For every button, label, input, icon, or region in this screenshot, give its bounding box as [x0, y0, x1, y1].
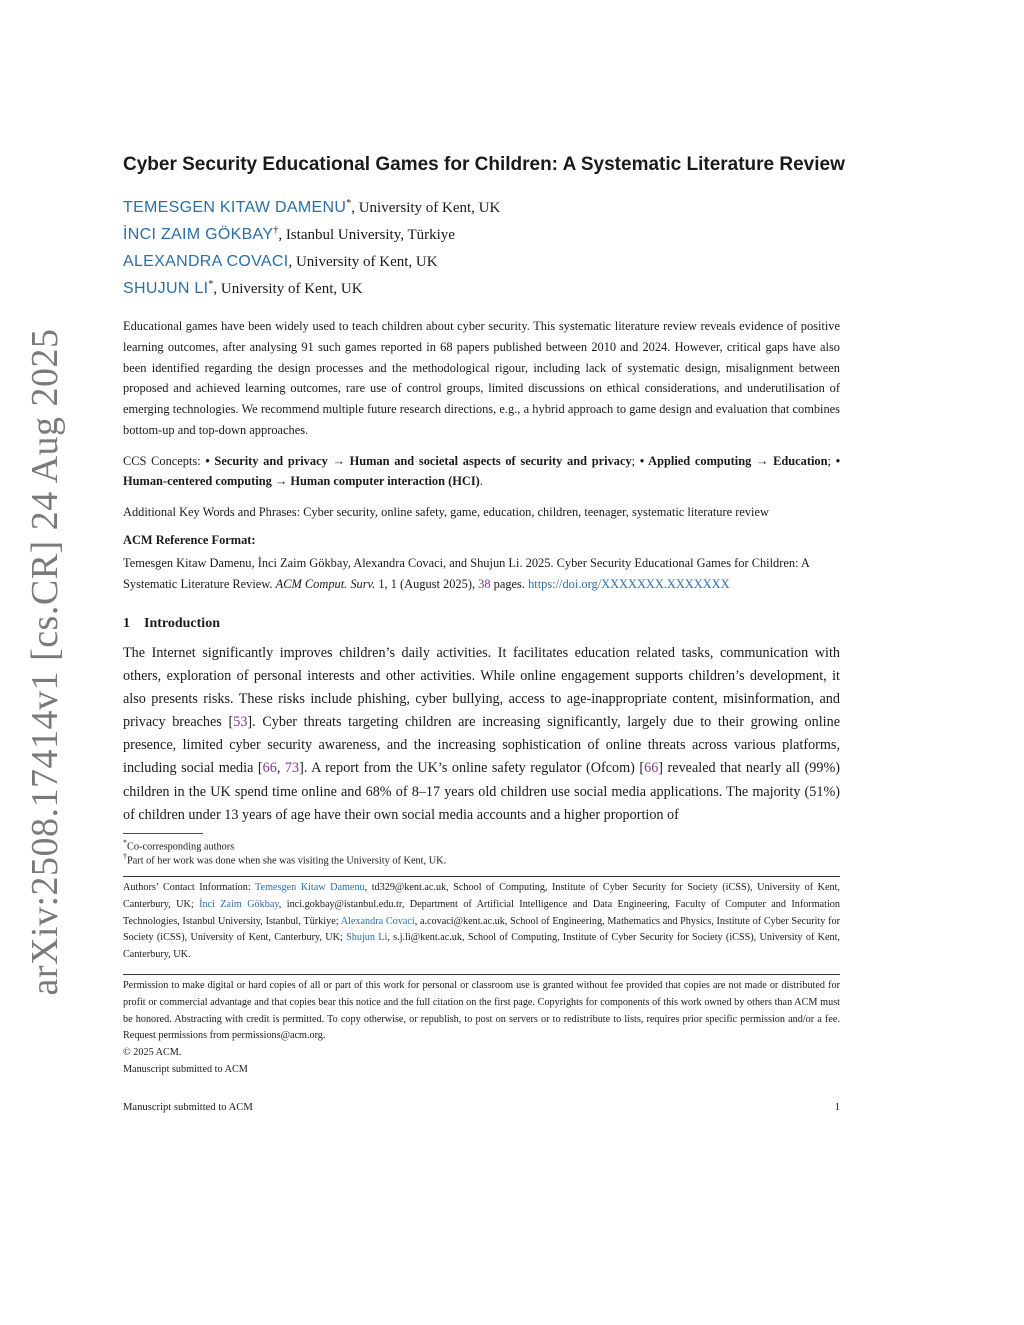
footnote-text: Part of her work was done when she was visiting the University of Kent, UK. — [127, 855, 447, 867]
footer-text: Manuscript submitted to ACM — [123, 1102, 253, 1113]
divider — [123, 876, 840, 877]
author-line — [123, 225, 455, 244]
reference-text: pages. — [490, 577, 529, 591]
author-name-link[interactable]: TEMESGEN KITAW DAMENU — [123, 199, 347, 216]
author-mark: * — [346, 198, 352, 209]
abstract: Educational games have been widely used to teach children about cyber security. This systematic literature review reveals evidence of positive learning outcomes, after analysing 91 such games reported in 68 papers published between 2010 and 2024. However, critical gaps have also been identified regarding the design processes and the methodological rigour, including lack of systematic design, misalignment between proposed and achieved learning outcomes, rare use of control groups, limited discussions on ethical considerations, and underutilisation of emerging technologies. We recommend multiple future research directions, e.g., a hybrid approach to game design and evaluation that combines bottom-up and top-down approaches. — [123, 319, 840, 437]
section-number: 1 — [123, 616, 130, 631]
authors-contact-information — [123, 880, 840, 964]
reference-text: 1, 1 (August 2025), — [375, 577, 479, 591]
author-affiliation: , University of Kent, UK — [213, 281, 363, 297]
ccs-concept: • Human-centered computing → Human computer interaction (HCI) — [123, 454, 841, 488]
author-name-link[interactable]: SHUJUN LI — [123, 280, 209, 297]
divider — [123, 974, 840, 975]
keywords: Additional Key Words and Phrases: Cyber security, online safety, game, education, children, teenager, systematic literature review — [123, 505, 769, 519]
footnote — [123, 852, 446, 866]
contact-lead: Authors’ Contact Information: — [123, 882, 256, 893]
manuscript-note: Manuscript submitted to ACM — [123, 1064, 248, 1075]
author-line — [123, 279, 363, 298]
citation-link[interactable]: 53 — [233, 714, 248, 731]
ccs-label: CCS Concepts: — [123, 454, 206, 468]
author-mark: * — [208, 279, 214, 290]
reference-text: Temesgen Kitaw Damenu, İnci Zaim Gökbay, Alexandra Covaci, and Shujun Li. 2025. Cyber Security Educational Games for Children: A Systematic Literature Review. — [123, 556, 810, 591]
footnote-mark: * — [123, 838, 127, 847]
page-footer — [123, 1102, 840, 1113]
doi-link[interactable]: https://doi.org/XXXXXXX.XXXXXXX — [528, 577, 730, 591]
contact-details: , inci.gokbay@istanbul.edu.tr, Department of Artificial Intelligence and Data Engineering, Faculty of Computer and Information Technologies, Istanbul University, Istanbul, Türkiye; — [123, 898, 840, 927]
footnote — [123, 838, 234, 852]
author-mark: † — [273, 225, 279, 236]
intro-text: The Internet significantly improves children’s daily activities. It facilitates education related tasks, communication with others, exploration of personal interests and other activities. While online engagement supports children’s development, it also presents risks. These risks include phishing, cyber bullying, access to age-inappropriate content, misinformation, and privacy breaches [ — [123, 645, 840, 731]
reference-heading: ACM Reference Format: — [123, 533, 256, 547]
permission-notice: Permission to make digital or hard copies of all or part of this work for personal or classroom use is granted without fee provided that copies are not made or distributed for profit or commercial advantage and that copies bear this notice and the full citation on the first page. Copyrights for components of this work owned by others than ACM must be honored. Abstracting with credit is permitted. To copy otherwise, or republish, to post on servers or to redistribute to lists, requires prior specific permission and/or a fee. Request permissions from permissions@acm.org. — [123, 980, 840, 1042]
paper-title: Cyber Security Educational Games for Children: A Systematic Literature Review — [123, 154, 845, 175]
contact-details: , s.j.li@kent.ac.uk, School of Computing, Institute of Cyber Security for Society (iCSS), University of Kent, Canterbury, UK. — [123, 932, 840, 961]
reference-journal: ACM Comput. Surv. — [275, 577, 376, 591]
arxiv-stamp: arXiv:2508.17414v1 [cs.CR] 24 Aug 2025 — [24, 328, 66, 996]
introduction-paragraph — [123, 642, 840, 827]
ccs-separator: ; — [631, 454, 640, 468]
footnote-text: Co-corresponding authors — [127, 841, 235, 853]
intro-text: ]. A report from the UK’s online safety regulator (Ofcom) [ — [299, 760, 645, 777]
page-number: 1 — [834, 1102, 840, 1113]
author-contact-link[interactable]: Shujun Li — [346, 932, 388, 944]
ccs-concepts — [123, 451, 840, 491]
footnote-mark: † — [123, 852, 127, 861]
author-line — [123, 252, 438, 271]
ccs-concept: • Applied computing → Education — [639, 454, 828, 468]
intro-text: ] revealed that nearly all (99%) children in the UK spend time online and 68% of 8–17 years old children use social media applications. The majority (51%) of children under 13 years of age have their own social media accounts and a higher proportion of — [123, 760, 841, 823]
page-count-link[interactable]: 38 — [478, 577, 491, 591]
author-affiliation: , Istanbul University, Türkiye — [278, 227, 455, 243]
author-contact-link[interactable]: İnci Zaim Gökbay — [199, 898, 279, 910]
contact-details: , td329@kent.ac.uk, School of Computing, Institute of Cyber Security for Society (iCSS), University of Kent, Canterbury, UK; — [123, 882, 840, 910]
author-line — [123, 198, 500, 217]
author-affiliation: , University of Kent, UK — [288, 254, 438, 270]
contact-details: , a.covaci@kent.ac.uk, School of Engineering, Mathematics and Physics, Institute of Cyber Security for Society (iCSS), University of Kent, Canterbury, UK; — [123, 915, 840, 944]
citation-link[interactable]: 66 — [644, 760, 659, 777]
author-contact-link[interactable]: Temesgen Kitaw Damenu — [255, 882, 365, 893]
ccs-separator: ; — [827, 454, 836, 468]
reference-format — [123, 553, 840, 595]
author-name-link[interactable]: İNCI ZAIM GÖKBAY — [123, 226, 274, 243]
author-name-link[interactable]: ALEXANDRA COVACI — [123, 253, 289, 270]
intro-text: ]. Cyber threats targeting children are increasing significantly, largely due to their growing online presence, limited cyber security awareness, and the increasing sophistication of online threats across various platforms, including social media [ — [123, 714, 841, 777]
citation-link[interactable]: 66 — [262, 760, 277, 777]
ccs-end: . — [479, 474, 483, 488]
intro-text: , — [276, 760, 285, 777]
footnote-divider — [123, 833, 203, 834]
section-heading — [123, 616, 220, 632]
author-contact-link[interactable]: Alexandra Covaci — [340, 915, 415, 927]
section-title: Introduction — [144, 616, 220, 631]
author-affiliation: , University of Kent, UK — [351, 200, 501, 216]
copyright-line: © 2025 ACM. — [123, 1047, 182, 1058]
citation-link[interactable]: 73 — [284, 760, 300, 777]
ccs-concept: • Security and privacy → Human and societal aspects of security and privacy — [205, 454, 632, 468]
